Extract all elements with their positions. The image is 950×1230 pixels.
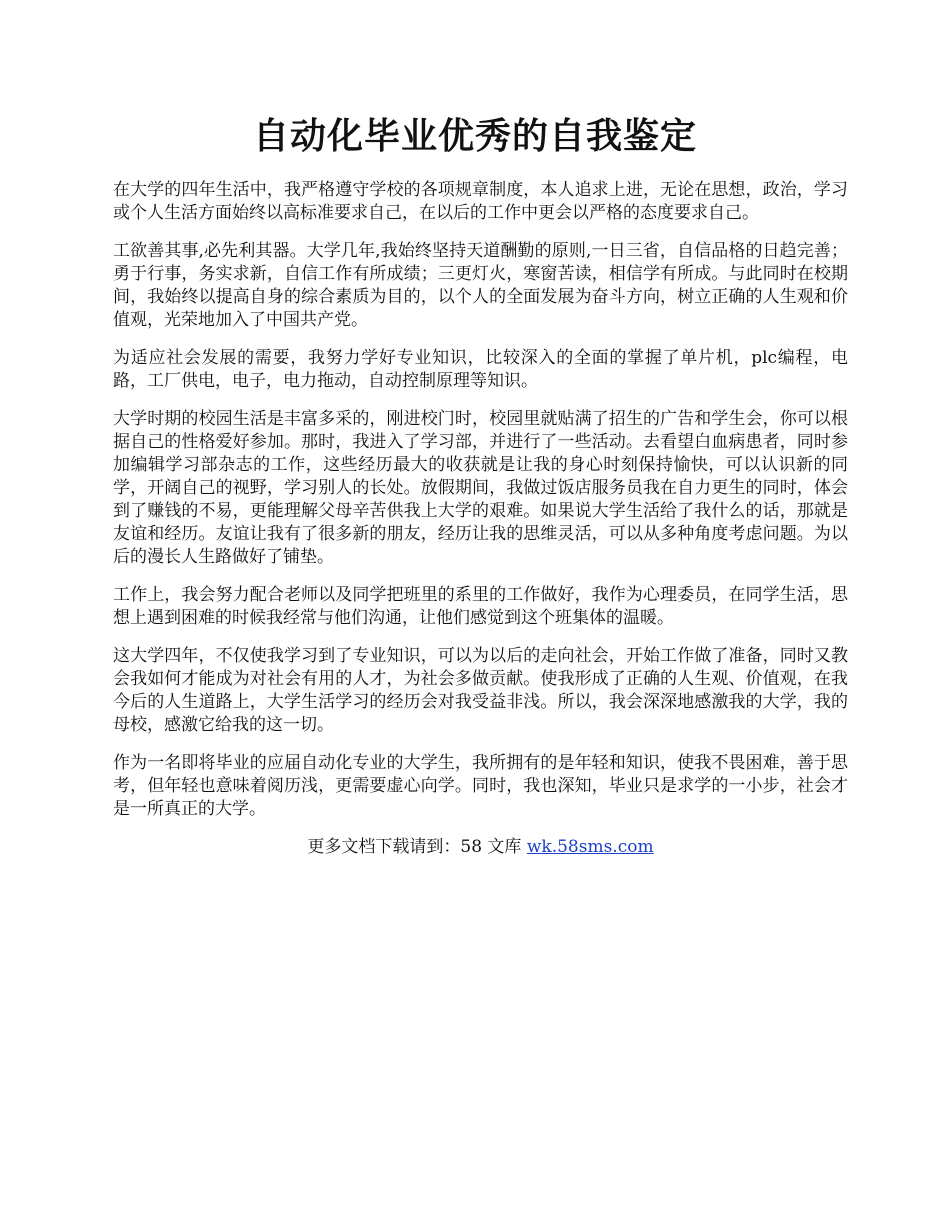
paragraph-1: 在大学的四年生活中，我严格遵守学校的各项规章制度，本人追求上进，无论在思想，政治，学习或个人生活方面始终以高标准要求自己，在以后的工作中更会以严格的态度要求自己。 <box>113 180 848 223</box>
paragraph-6: 这大学四年，不仅使我学习到了专业知识，可以为以后的走向社会，开始工作做了准备，同时又教会我如何才能成为对社会有用的人才，为社会多做贡献。使我形成了正确的人生观、价值观，在我今后的人生道路上，大学生活学习的经历会对我受益非浅。所以，我会深深地感激我的大学，我的母校，感激它给我的这一切。 <box>113 646 848 735</box>
footer-text: 更多文档下载请到：58 文库 <box>307 837 527 857</box>
footer-link[interactable]: wk.58sms.com <box>526 837 654 857</box>
paragraph-3: 为适应社会发展的需要，我努力学好专业知识，比较深入的全面的掌握了单片机，plc编程，电路，工厂供电，电子，电力拖动，自动控制原理等知识。 <box>113 348 848 391</box>
paragraph-7: 作为一名即将毕业的应届自动化专业的大学生，我所拥有的是年轻和知识，使我不畏困难，善于思考，但年轻也意味着阅历浅，更需要虚心向学。同时，我也深知，毕业只是求学的一小步，社会才是一所真正的大学。 <box>113 753 848 819</box>
paragraph-5: 工作上，我会努力配合老师以及同学把班里的系里的工作做好，我作为心理委员，在同学生活，思想上遇到困难的时候我经常与他们沟通，让他们感觉到这个班集体的温暖。 <box>113 585 848 628</box>
document-body <box>113 179 848 859</box>
download-footer <box>113 836 848 859</box>
document-title: 自动化毕业优秀的自我鉴定 <box>252 115 697 157</box>
paragraph-4: 大学时期的校园生活是丰富多采的，刚进校门时，校园里就贴满了招生的广告和学生会，你可以根据自己的性格爱好参加。那时，我进入了学习部，并进行了一些活动。去看望白血病患者，同时参加编辑学习部杂志的工作，这些经历最大的收获就是让我的身心时刻保持愉快，可以认识新的同学，开阔自己的视野，学习别人的长处。放假期间，我做过饭店服务员我在自力更生的同时，体会到了赚钱的不易，更能理解父母辛苦供我上大学的艰难。如果说大学生活给了我什么的话，那就是友谊和经历。友谊让我有了很多新的朋友，经历让我的思维灵活，可以从多种角度考虑问题。为以后的漫长人生路做好了铺垫。 <box>113 409 848 567</box>
paragraph-2: 工欲善其事,必先利其器。大学几年,我始终坚持天道酬勤的原则,一日三省，自信品格的日趋完善；勇于行事，务实求新，自信工作有所成绩；三更灯火，寒窗苦读，相信学有所成。与此同时在校期间，我始终以提高自身的综合素质为目的，以个人的全面发展为奋斗方向，树立正确的人生观和价值观，光荣地加入了中国共产党。 <box>113 241 848 330</box>
